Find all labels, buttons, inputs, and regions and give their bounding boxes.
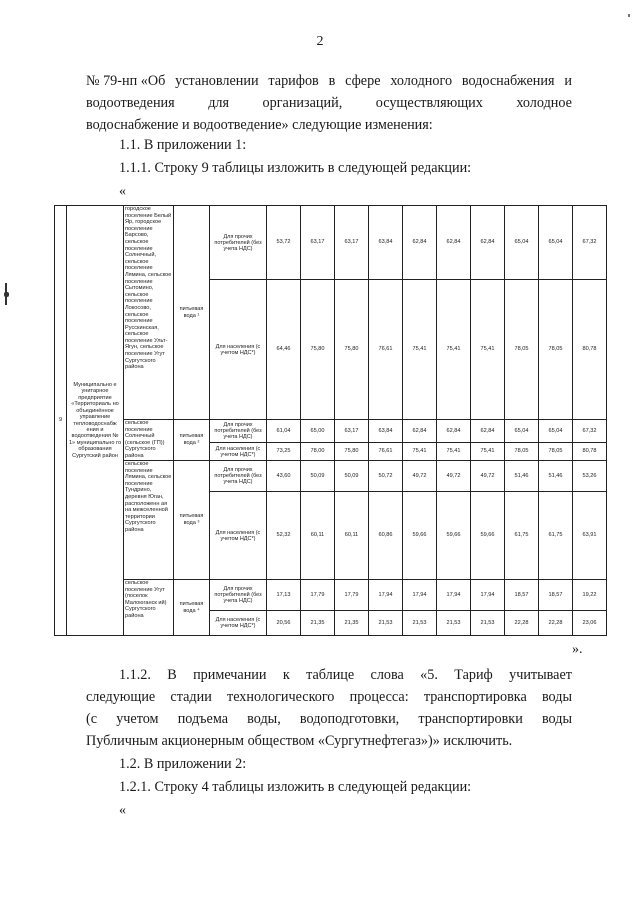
tariff-value-cell: 75,41	[437, 280, 471, 420]
intro-line-2: водоотведения для организаций, осуществляющих холодное	[86, 95, 572, 111]
intro-line-1: № 79-нп «Об установлении тарифов в сфере холодного водоснабжения и	[86, 73, 572, 89]
item-1-1-2-line-4: Публичным акционерным обществом «Сургутнефтегаз»)» исключить.	[86, 733, 513, 749]
tariff-value-cell: 53,26	[573, 461, 607, 492]
tariff-value-cell: 17,79	[335, 580, 369, 611]
tariff-value-cell: 52,32	[267, 492, 301, 580]
tariff-value-cell: 78,05	[505, 443, 539, 461]
tariff-value-cell: 63,17	[335, 206, 369, 280]
tariff-value-cell: 50,72	[369, 461, 403, 492]
tariff-value-cell: 65,04	[539, 420, 573, 443]
consumer-category-cell: Для населения (с учетом НДС*)	[210, 492, 267, 580]
tariff-value-cell: 62,84	[437, 206, 471, 280]
tariff-value-cell: 65,04	[539, 206, 573, 280]
tariff-value-cell: 63,84	[369, 206, 403, 280]
tariff-value-cell: 75,41	[403, 443, 437, 461]
tariff-value-cell: 78,05	[539, 280, 573, 420]
consumer-category-cell: Для населения (с учетом НДС*)	[210, 280, 267, 420]
tariff-value-cell: 43,60	[267, 461, 301, 492]
item-1-1-2-line-1: 1.1.2. В примечании к таблице слова «5. Тариф учитывает	[119, 667, 572, 683]
consumer-category-cell: Для прочих потребителей (без учета НДС)	[210, 206, 267, 280]
tariff-value-cell: 62,84	[471, 420, 505, 443]
water-type-cell: питьевая вода ⁴	[174, 580, 210, 636]
row-number-cell: 9	[55, 206, 67, 636]
margin-scan-dot	[4, 292, 9, 297]
tariff-value-cell: 59,66	[403, 492, 437, 580]
item-1-1-1: 1.1.1. Строку 9 таблицы изложить в следующей редакции:	[119, 160, 472, 176]
tariff-value-cell: 62,84	[437, 420, 471, 443]
intro-line-3: водоснабжение и водоотведение» следующие изменения:	[86, 117, 433, 133]
tariff-value-cell: 62,84	[403, 206, 437, 280]
consumer-category-cell: Для населения (с учетом НДС*)	[210, 443, 267, 461]
tariff-value-cell: 75,80	[335, 443, 369, 461]
tariff-value-cell: 17,79	[301, 580, 335, 611]
tariff-value-cell: 61,04	[267, 420, 301, 443]
tariff-value-cell: 59,66	[471, 492, 505, 580]
consumer-category-cell: Для прочих потребителей (без учета НДС)	[210, 420, 267, 443]
item-1-2: 1.2. В приложении 2:	[119, 756, 247, 772]
table-row	[55, 580, 607, 611]
tariff-value-cell: 76,61	[369, 280, 403, 420]
quote-close-mark: ».	[572, 642, 583, 657]
tariff-value-cell: 63,17	[301, 206, 335, 280]
tariff-value-cell: 21,53	[369, 611, 403, 636]
tariff-value-cell: 17,94	[369, 580, 403, 611]
settlement-cell: сельское поселение Угут (поселок Малоюганск ий) Сургутского района	[124, 580, 174, 636]
tariff-value-cell: 65,00	[301, 420, 335, 443]
tariff-value-cell: 78,05	[539, 443, 573, 461]
tariff-value-cell: 75,41	[471, 280, 505, 420]
tariff-value-cell: 20,56	[267, 611, 301, 636]
settlement-cell: сельское поселение Лямина, сельское поселение Тундрино, деревня Юган, расположенн ая на межселенной территории Сургутского района	[124, 461, 174, 580]
tariff-value-cell: 62,84	[403, 420, 437, 443]
tariff-value-cell: 21,53	[437, 611, 471, 636]
water-type-cell: питьевая вода ²	[174, 420, 210, 461]
tariff-value-cell: 78,00	[301, 443, 335, 461]
tariff-value-cell: 51,46	[539, 461, 573, 492]
tariff-value-cell: 21,53	[471, 611, 505, 636]
quote-open-mark: «	[119, 184, 126, 199]
tariff-value-cell: 59,66	[437, 492, 471, 580]
tariff-value-cell: 75,80	[335, 280, 369, 420]
tariff-value-cell: 49,72	[471, 461, 505, 492]
tariff-value-cell: 21,35	[335, 611, 369, 636]
tariff-value-cell: 17,94	[471, 580, 505, 611]
settlement-cell: сельское поселение Солнечный (сельское (ГП)) Сургутского района	[124, 420, 174, 461]
tariff-value-cell: 50,09	[335, 461, 369, 492]
tariff-value-cell: 21,35	[301, 611, 335, 636]
organization-cell: Муниципально е унитарное предприятие «Территориаль но объединённое управление тепловодоснабж ения и водоотведения № 1» муниципально го образования Сургутский район	[67, 206, 124, 636]
consumer-category-cell: Для прочих потребителей (без учета НДС)	[210, 580, 267, 611]
tariff-value-cell: 75,41	[403, 280, 437, 420]
tariff-value-cell: 75,80	[301, 280, 335, 420]
table-row	[55, 206, 607, 280]
tariff-value-cell: 64,46	[267, 280, 301, 420]
tariff-value-cell: 63,91	[573, 492, 607, 580]
quote-open-mark-2: «	[119, 803, 126, 818]
corner-scan-mark	[628, 14, 630, 17]
tariff-value-cell: 18,57	[505, 580, 539, 611]
item-1-2-1: 1.2.1. Строку 4 таблицы изложить в следующей редакции:	[119, 779, 472, 795]
tariff-value-cell: 53,72	[267, 206, 301, 280]
item-1-1-2-paragraph	[86, 664, 572, 752]
page-number: 2	[316, 34, 324, 49]
tariff-value-cell: 21,53	[403, 611, 437, 636]
tariff-value-cell: 51,46	[505, 461, 539, 492]
consumer-category-cell: Для прочих потребителей (без учета НДС)	[210, 461, 267, 492]
tariff-value-cell: 60,11	[335, 492, 369, 580]
tariff-value-cell: 50,09	[301, 461, 335, 492]
tariff-value-cell: 67,32	[573, 420, 607, 443]
tariff-value-cell: 22,28	[539, 611, 573, 636]
settlement-cell: городское поселение Белый Яр, городское поселение Барсово, сельское поселение Солнечный, сельское поселение Лямина, сельское поселение Сытомино, сельское поселение Локосово, сельское поселение Русскинская, сельское поселение Ульт-Ягун, сельское поселение Угут Сургутского района	[124, 206, 174, 420]
water-type-cell: питьевая вода ¹	[174, 206, 210, 420]
tariff-value-cell: 63,84	[369, 420, 403, 443]
tariff-value-cell: 75,41	[437, 443, 471, 461]
tariff-value-cell: 17,94	[437, 580, 471, 611]
tariff-value-cell: 67,32	[573, 206, 607, 280]
tariff-value-cell: 49,72	[437, 461, 471, 492]
tariff-table	[54, 205, 607, 636]
tariff-value-cell: 75,41	[471, 443, 505, 461]
tariff-value-cell: 18,57	[539, 580, 573, 611]
tariff-value-cell: 17,94	[403, 580, 437, 611]
item-1-1-2-line-2: следующие стадии технологического процесса: транспортировка воды	[86, 689, 572, 705]
tariff-value-cell: 61,75	[539, 492, 573, 580]
tariff-value-cell: 73,25	[267, 443, 301, 461]
table-row	[55, 461, 607, 492]
tariff-value-cell: 23,06	[573, 611, 607, 636]
tariff-value-cell: 62,84	[471, 206, 505, 280]
tariff-value-cell: 78,05	[505, 280, 539, 420]
tariff-value-cell: 19,22	[573, 580, 607, 611]
tariff-value-cell: 49,72	[403, 461, 437, 492]
water-type-cell: питьевая вода ³	[174, 461, 210, 580]
tariff-value-cell: 80,78	[573, 443, 607, 461]
tariff-value-cell: 17,13	[267, 580, 301, 611]
intro-paragraph	[86, 70, 572, 136]
tariff-value-cell: 65,04	[505, 206, 539, 280]
consumer-category-cell: Для населения (с учетом НДС*)	[210, 611, 267, 636]
table-row	[55, 420, 607, 443]
tariff-value-cell: 61,75	[505, 492, 539, 580]
item-1-1-2-line-3: (с учетом подъема воды, водоподготовки, транспортировки воды	[86, 711, 572, 727]
tariff-value-cell: 63,17	[335, 420, 369, 443]
tariff-value-cell: 60,86	[369, 492, 403, 580]
tariff-value-cell: 80,78	[573, 280, 607, 420]
tariff-value-cell: 60,11	[301, 492, 335, 580]
tariff-value-cell: 22,28	[505, 611, 539, 636]
tariff-value-cell: 76,61	[369, 443, 403, 461]
item-1-1: 1.1. В приложении 1:	[119, 137, 247, 153]
tariff-value-cell: 65,04	[505, 420, 539, 443]
